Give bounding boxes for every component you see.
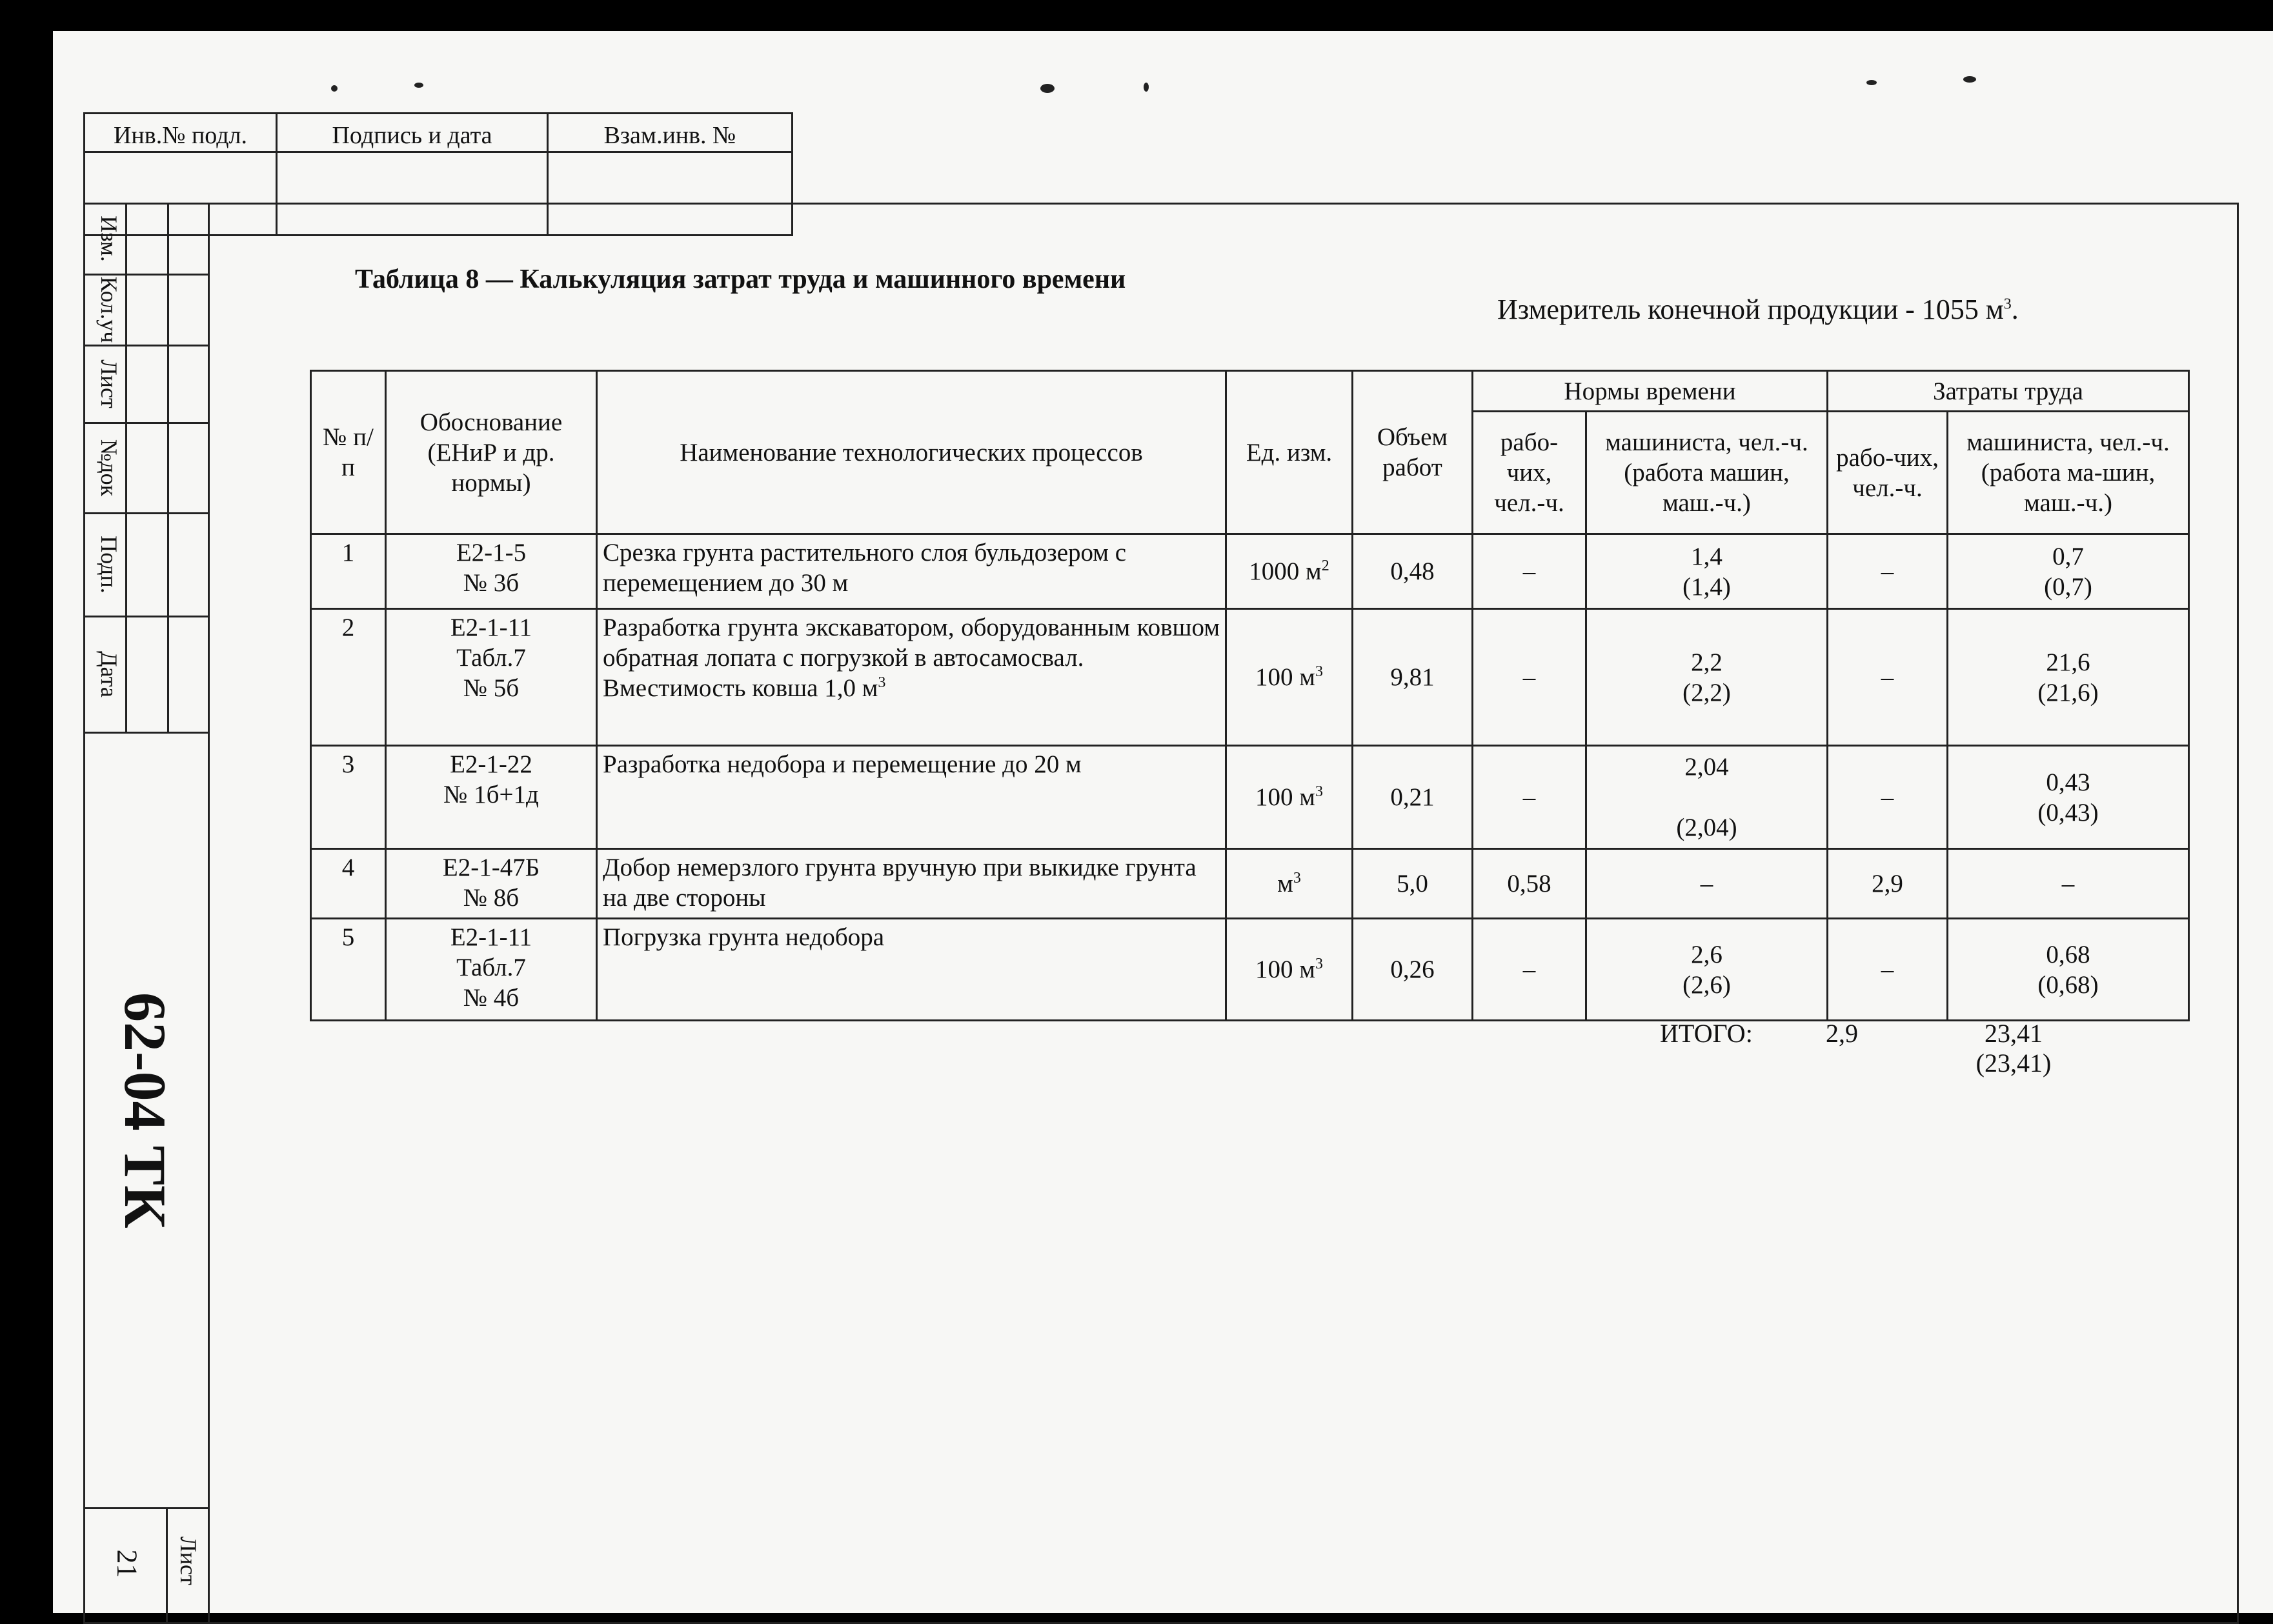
header-basis: Обоснование (ЕНиР и др. нормы) [386,371,597,534]
left-strip-border [208,203,210,1624]
cell-unit: 100 $м^3$ [1226,746,1353,849]
side-label-izm: Изм. [96,216,122,262]
scan-speck [414,83,423,88]
total-machinist-paren: (23,41) [1975,1048,2052,1078]
total-machinist: 23,41 [1985,1019,2043,1048]
header-machinist-norm: машиниста, чел.-ч. (работа машин, маш.-ч.) [1586,412,1828,534]
table-row [311,849,2189,919]
scan-speck [1040,84,1055,93]
cell-num: 4 [311,849,386,919]
cell-workers: – [1473,609,1586,746]
stamp-inv-label: Инв.№ подл. [113,122,247,149]
cell-name: Разработка недобора и перемещение до 20 м [597,746,1226,849]
sheet-number: 21 [111,1549,143,1578]
cell-num: 2 [311,609,386,746]
header-unit: Ед. изм. [1226,371,1353,534]
side-label-kolch: Кол.уч [96,276,122,343]
cell-machinist: 1,4 (1,4) [1586,534,1828,609]
cell-cost-machinist: 0,7 (0,7) [1948,534,2189,609]
measure-line: Измеритель конечной продукции - 1055 $м^3$. [1497,294,2019,325]
header-machinist-cost: машиниста, чел.-ч. (работа ма-шин, маш.-ч.) [1948,412,2189,534]
cell-volume: 9,81 [1353,609,1473,746]
cell-machinist: 2,2 (2,2) [1586,609,1828,746]
header-volume: Объем работ [1353,371,1473,534]
header-costs: Затраты труда [1828,371,2189,412]
cell-unit: 100 $м^3$ [1226,609,1353,746]
table-row [311,746,2189,849]
cell-cost-workers: – [1828,746,1948,849]
cell-volume: 0,21 [1353,746,1473,849]
cell-volume: 0,48 [1353,534,1473,609]
cell-basis: Е2-1-47Б № 8б [386,849,597,919]
cell-workers: 0,58 [1473,849,1586,919]
cell-workers: – [1473,746,1586,849]
cell-cost-workers: 2,9 [1828,849,1948,919]
side-label-data: Дата [96,651,122,697]
header-norms: Нормы времени [1473,371,1828,412]
cell-name: Разработка грунта экскаватором, оборудованным ковшом обратная лопата с погрузкой в автосамосвал. Вместимость ковша 1,0 $м^3$ [597,609,1226,746]
cell-cost-machinist: 0,68 (0,68) [1948,919,2189,1021]
cell-volume: 0,26 [1353,919,1473,1021]
cell-cost-machinist: 0,43 (0,43) [1948,746,2189,849]
cell-num: 1 [311,534,386,609]
table-row [311,534,2189,609]
sheet-box-top [83,1507,208,1509]
sheet-label: Лист [176,1536,201,1585]
stamp-sign-label: Подпись и дата [332,122,492,149]
cell-basis: Е2-1-11 Табл.7 № 4б [386,919,597,1021]
cell-unit: $м^3$ [1226,849,1353,919]
cell-unit: 100 $м^3$ [1226,919,1353,1021]
table-row [311,609,2189,746]
cell-basis: Е2-1-5 № 3б [386,534,597,609]
cell-name: Срезка грунта растительного слоя бульдозером с перемещением до 30 м [597,534,1226,609]
total-label: ИТОГО: [1660,1019,1753,1048]
scan-speck [1866,80,1877,85]
cell-workers: – [1473,919,1586,1021]
document-sheet [53,31,2273,1613]
table-title: Таблица 8 — Калькуляция затрат труда и машинного времени [355,265,1126,294]
table-row [311,919,2189,1021]
document-code: 62-04 ТК [112,992,178,1228]
side-label-list: Лист [96,359,122,408]
labor-cost-table [310,370,2190,1021]
cell-cost-workers: – [1828,534,1948,609]
cell-num: 5 [311,919,386,1021]
header-name: Наименование технологических процессов [597,371,1226,534]
cell-machinist: 2,04 (2,04) [1586,746,1828,849]
cell-num: 3 [311,746,386,849]
cell-cost-workers: – [1828,919,1948,1021]
side-stamp [83,203,208,732]
cell-unit: 1000 $м^2$ [1226,534,1353,609]
side-label-ndok: №док [96,439,122,497]
cell-volume: 5,0 [1353,849,1473,919]
side-label-podp: Подп. [96,536,122,594]
sheet-box-divider [166,1507,168,1624]
cell-basis: Е2-1-22 № 1б+1д [386,746,597,849]
cell-cost-workers: – [1828,609,1948,746]
header-workers: рабо-чих, чел.-ч. [1473,412,1586,534]
cell-basis: Е2-1-11 Табл.7 № 5б [386,609,597,746]
scan-speck [1144,83,1149,92]
cell-cost-machinist: – [1948,849,2189,919]
stamp-divider [83,151,793,153]
cell-name: Добор немерзлого грунта вручную при выкидке грунта на две стороны [597,849,1226,919]
stamp-replace-label: Взам.инв. № [603,122,736,149]
cell-machinist: 2,6 (2,6) [1586,919,1828,1021]
total-workers: 2,9 [1826,1019,1858,1048]
cell-machinist: – [1586,849,1828,919]
scan-speck [1963,76,1976,83]
header-num: № п/п [311,371,386,534]
cell-workers: – [1473,534,1586,609]
scan-speck [331,85,338,92]
header-workers-cost: рабо-чих, чел.-ч. [1828,412,1948,534]
cell-name: Погрузка грунта недобора [597,919,1226,1021]
cell-cost-machinist: 21,6 (21,6) [1948,609,2189,746]
